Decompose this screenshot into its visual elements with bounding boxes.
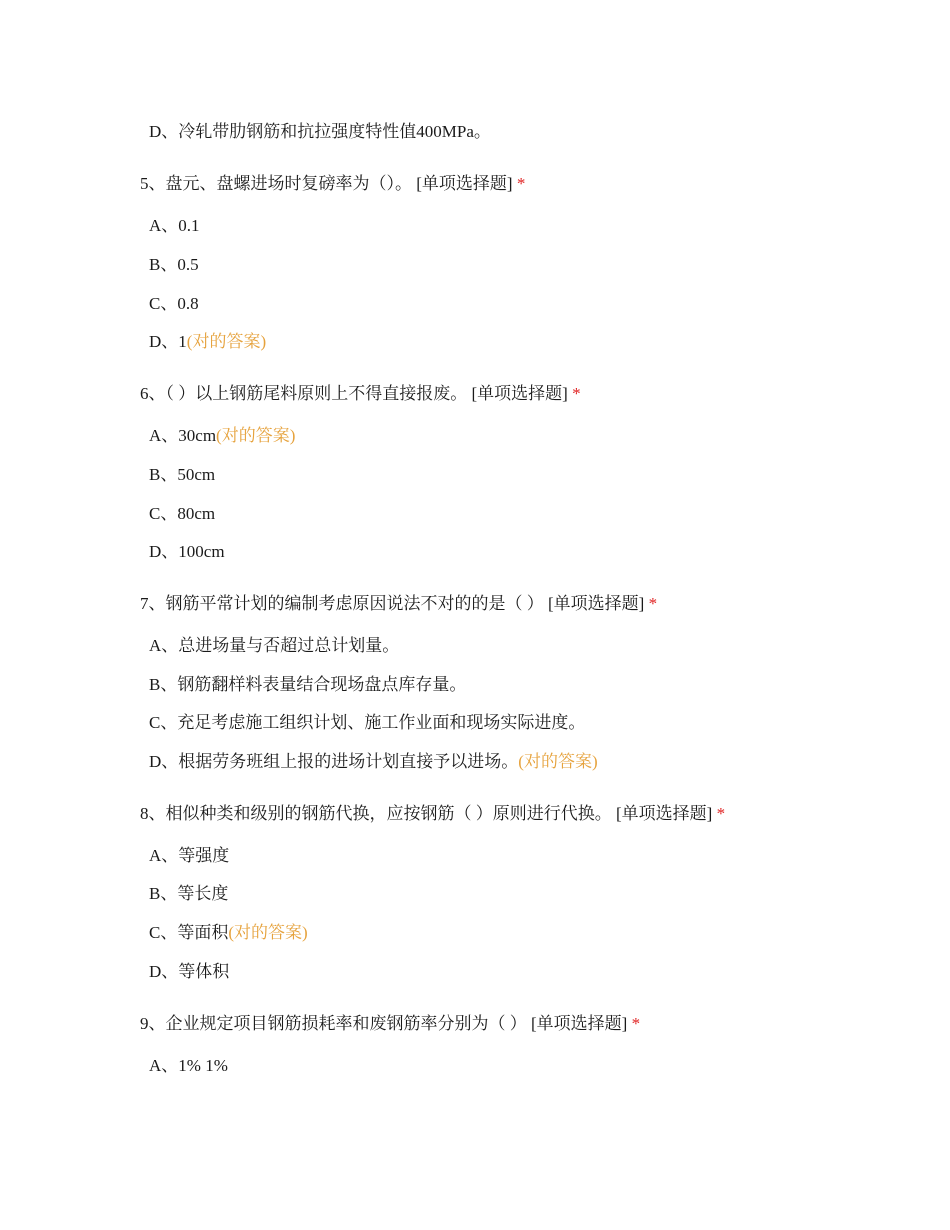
- required-marker: *: [716, 804, 726, 823]
- correct-answer-mark: (对的答案): [518, 752, 598, 771]
- option-text: B、钢筋翻样料表量结合现场盘点库存量。: [149, 675, 467, 694]
- option-text: A、总进场量与否超过总计划量。: [149, 636, 400, 655]
- option-text: C、0.8: [149, 294, 199, 313]
- option-text: D、冷轧带肋钢筋和抗拉强度特性值400MPa。: [149, 122, 491, 141]
- option-text: B、0.5: [149, 255, 199, 274]
- question-5-option-b: [149, 254, 199, 276]
- option-text: C、充足考虑施工组织计划、施工作业面和现场实际进度。: [149, 713, 586, 732]
- question-8-title: [140, 803, 725, 825]
- question-6-title: [140, 383, 581, 405]
- question-text: 9、企业规定项目钢筋损耗率和废钢筋率分别为（ ） [单项选择题]: [140, 1014, 628, 1033]
- option-text: A、等强度: [149, 846, 230, 865]
- question-5-option-d: [149, 331, 266, 353]
- question-8-option-c: [149, 922, 308, 944]
- option-text: B、等长度: [149, 884, 229, 903]
- option-text: D、100cm: [149, 542, 225, 561]
- option-text: A、30cm: [149, 426, 217, 445]
- question-6-option-c: [149, 503, 215, 525]
- question-7-option-d: [149, 751, 598, 773]
- required-marker: *: [516, 174, 526, 193]
- option-text: C、等面积: [149, 923, 229, 942]
- question-9-option-a: [149, 1055, 228, 1077]
- question-7-option-b: [149, 674, 466, 696]
- option-text: A、0.1: [149, 216, 200, 235]
- prev-question-option-d: [149, 121, 491, 143]
- question-7-option-a: [149, 635, 399, 657]
- question-8-option-b: [149, 883, 228, 905]
- option-text: C、80cm: [149, 504, 216, 523]
- question-text: 6、（ ）以上钢筋尾料原则上不得直接报废。 [单项选择题]: [140, 384, 568, 403]
- correct-answer-mark: (对的答案): [216, 426, 296, 445]
- option-text: A、1% 1%: [149, 1056, 228, 1075]
- question-5-title: [140, 173, 525, 195]
- question-text: 7、钢筋平常计划的编制考虑原因说法不对的的是（ ） [单项选择题]: [140, 594, 645, 613]
- question-5-option-c: [149, 293, 199, 315]
- question-8-option-a: [149, 845, 229, 867]
- option-text: D、根据劳务班组上报的进场计划直接予以进场。: [149, 752, 519, 771]
- question-7-option-c: [149, 712, 585, 734]
- question-text: 5、盘元、盘螺进场时复磅率为（）。 [单项选择题]: [140, 174, 513, 193]
- question-8-option-d: [149, 961, 229, 983]
- option-text: B、50cm: [149, 465, 216, 484]
- question-text: 8、相似种类和级别的钢筋代换，应按钢筋（ ）原则进行代换。 [单项选择题]: [140, 804, 713, 823]
- question-9-title: [140, 1013, 640, 1035]
- correct-answer-mark: (对的答案): [186, 332, 267, 351]
- question-5-option-a: [149, 215, 200, 237]
- option-text: D、1: [149, 332, 187, 351]
- question-7-title: [140, 593, 657, 615]
- question-6-option-a: [149, 425, 295, 447]
- option-text: D、等体积: [149, 962, 230, 981]
- required-marker: *: [648, 594, 658, 613]
- required-marker: *: [572, 384, 581, 403]
- required-marker: *: [631, 1014, 641, 1033]
- question-6-option-d: [149, 541, 225, 563]
- question-6-option-b: [149, 464, 215, 486]
- correct-answer-mark: (对的答案): [228, 923, 308, 942]
